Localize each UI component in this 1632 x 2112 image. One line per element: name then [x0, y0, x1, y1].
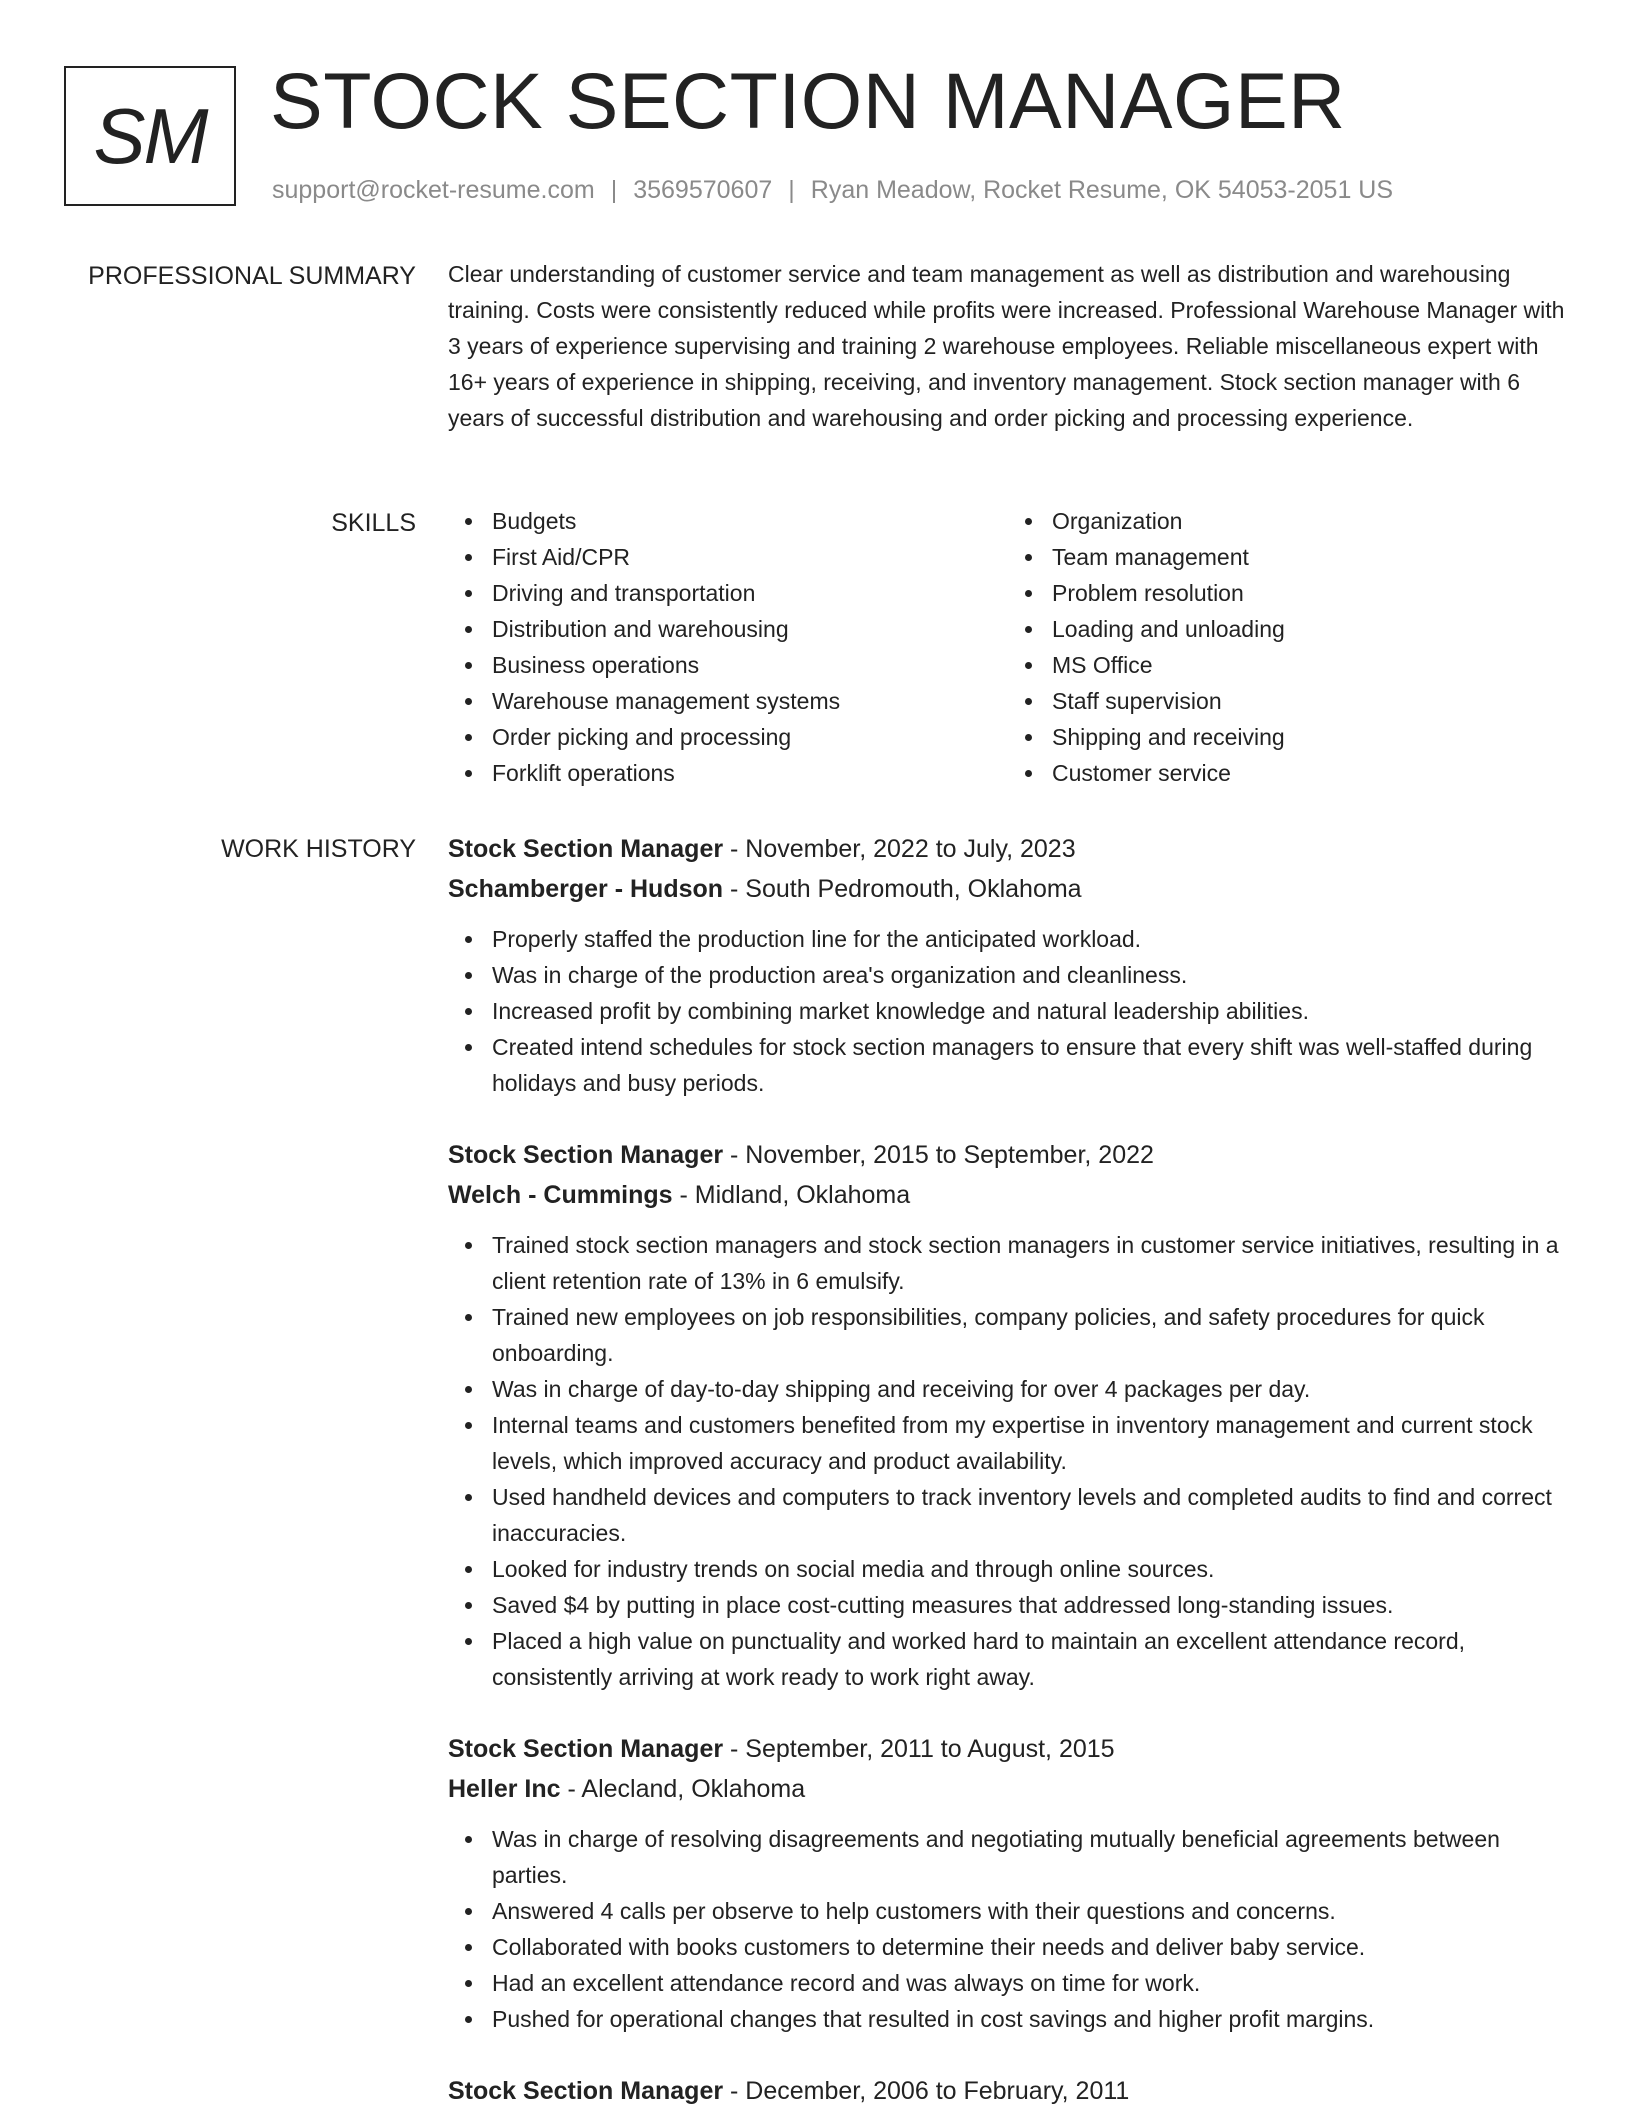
job-bullet: Used handheld devices and computers to track inventory levels and completed audits to find and correct inaccuracies.: [492, 1479, 1568, 1551]
resume-title: STOCK SECTION MANAGER: [270, 56, 1346, 145]
job-bullet: Looked for industry trends on social media and through online sources.: [492, 1551, 1568, 1587]
job-company-line: [448, 1175, 1568, 1215]
job-dates: - September, 2011 to August, 2015: [723, 1735, 1115, 1763]
work-history-body: [448, 829, 1568, 2112]
job-entry: [448, 1135, 1568, 1695]
job-title-line: [448, 829, 1568, 869]
job-bullet: Trained stock section managers and stock section managers in customer service initiatives, resulting in a client retention rate of 13% in 6 emulsify.: [492, 1227, 1568, 1299]
job-location: - South Pedromouth, Oklahoma: [723, 875, 1082, 903]
job-bullet: Was in charge of day-to-day shipping and receiving for over 4 packages per day.: [492, 1371, 1568, 1407]
work-history-heading: WORK HISTORY: [221, 835, 416, 863]
job-company: Welch - Cummings: [448, 1181, 673, 1209]
skill-item: Organization: [1052, 503, 1568, 539]
job-title: Stock Section Manager: [448, 1735, 724, 1763]
monogram-logo: SM: [64, 66, 236, 206]
job-bullet: Pushed for operational changes that resulted in cost savings and higher profit margins.: [492, 2001, 1568, 2037]
skill-item: Shipping and receiving: [1052, 719, 1568, 755]
job-bullet: Saved $4 by putting in place cost-cutting measures that addressed long-standing issues.: [492, 1587, 1568, 1623]
job-title: Stock Section Manager: [448, 835, 724, 863]
job-company-line: [448, 1769, 1568, 1809]
job-title-line: [448, 2071, 1568, 2111]
job-company: Schamberger - Hudson: [448, 875, 724, 903]
job-title: Stock Section Manager: [448, 1141, 724, 1169]
job-bullet: Trained new employees on job responsibilities, company policies, and safety procedures for quick onboarding.: [492, 1299, 1568, 1371]
contact-separator: |: [610, 176, 618, 204]
skill-item: Warehouse management systems: [492, 683, 1008, 719]
skills-list-left: [448, 503, 1008, 791]
job-dates: - December, 2006 to February, 2011: [723, 2077, 1130, 2105]
job-entry: [448, 2071, 1568, 2111]
skills-list-right: [1008, 503, 1568, 791]
contact-separator: |: [788, 176, 795, 204]
skill-item: Customer service: [1052, 755, 1568, 791]
job-company: Heller Inc: [448, 1775, 561, 1803]
job-title: Stock Section Manager: [448, 2077, 724, 2105]
job-title-line: [448, 1729, 1568, 1769]
job-bullet: Answered 4 calls per observe to help customers with their questions and concerns.: [492, 1893, 1568, 1929]
job-dates: - November, 2015 to September, 2022: [723, 1141, 1154, 1169]
job-bullet: Properly staffed the production line for the anticipated workload.: [492, 921, 1568, 957]
job-bullets: [448, 921, 1568, 1101]
job-title-line: [448, 1135, 1568, 1175]
skill-item: Distribution and warehousing: [492, 611, 1008, 647]
job-bullet: Was in charge of resolving disagreements and negotiating mutually beneficial agreements between parties.: [492, 1821, 1568, 1893]
job-bullet: Internal teams and customers benefited from my expertise in inventory management and current stock levels, which improved accuracy and product availability.: [492, 1407, 1568, 1479]
job-dates: - November, 2022 to July, 2023: [723, 835, 1076, 863]
job-company-line: [448, 869, 1568, 909]
skills-body: [448, 503, 1568, 791]
skill-item: Staff supervision: [1052, 683, 1568, 719]
skill-item: Forklift operations: [492, 755, 1008, 791]
job-bullet: Had an excellent attendance record and was always on time for work.: [492, 1965, 1568, 2001]
summary-body: [448, 256, 1568, 436]
skills-columns: [448, 503, 1568, 791]
skill-item: Problem resolution: [1052, 575, 1568, 611]
skill-item: First Aid/CPR: [492, 539, 1008, 575]
contact-line: [272, 174, 1393, 206]
skill-item: Business operations: [492, 647, 1008, 683]
skills-heading: SKILLS: [331, 509, 416, 537]
skill-item: Team management: [1052, 539, 1568, 575]
contact-phone: 3569570607: [633, 176, 773, 204]
contact-email: support@rocket-resume.com: [272, 176, 595, 204]
job-bullets: [448, 1821, 1568, 2037]
job-bullet: Created intend schedules for stock section managers to ensure that every shift was well-staffed during holidays and busy periods.: [492, 1029, 1568, 1101]
summary-text: Clear understanding of customer service and team management as well as distribution and warehousing training. Costs were consistently reduced while profits were increased. Professional Warehouse Manager with 3 years of experience supervising and training 2 warehouse employees. Reliable miscellaneous expert with 16+ years of experience in shipping, receiving, and inventory management. Stock section manager with 6 years of successful distribution and warehousing and order picking and processing experience.: [448, 261, 1565, 431]
job-bullet: Was in charge of the production area's organization and cleanliness.: [492, 957, 1568, 993]
skill-item: Driving and transportation: [492, 575, 1008, 611]
skill-item: Order picking and processing: [492, 719, 1008, 755]
job-entry: [448, 829, 1568, 1101]
job-entry: [448, 1729, 1568, 2037]
job-bullet: Placed a high value on punctuality and worked hard to maintain an excellent attendance record, consistently arriving at work ready to work right away.: [492, 1623, 1568, 1695]
job-bullet: Increased profit by combining market knowledge and natural leadership abilities.: [492, 993, 1568, 1029]
job-location: - Midland, Oklahoma: [672, 1181, 911, 1209]
skill-item: MS Office: [1052, 647, 1568, 683]
skill-item: Loading and unloading: [1052, 611, 1568, 647]
summary-heading: PROFESSIONAL SUMMARY: [88, 262, 416, 290]
contact-address: Ryan Meadow, Rocket Resume, OK 54053-2051 US: [810, 176, 1394, 204]
job-location: - Alecland, Oklahoma: [560, 1775, 806, 1803]
job-bullet: Collaborated with books customers to determine their needs and deliver baby service.: [492, 1929, 1568, 1965]
job-bullets: [448, 1227, 1568, 1695]
skill-item: Budgets: [492, 503, 1008, 539]
